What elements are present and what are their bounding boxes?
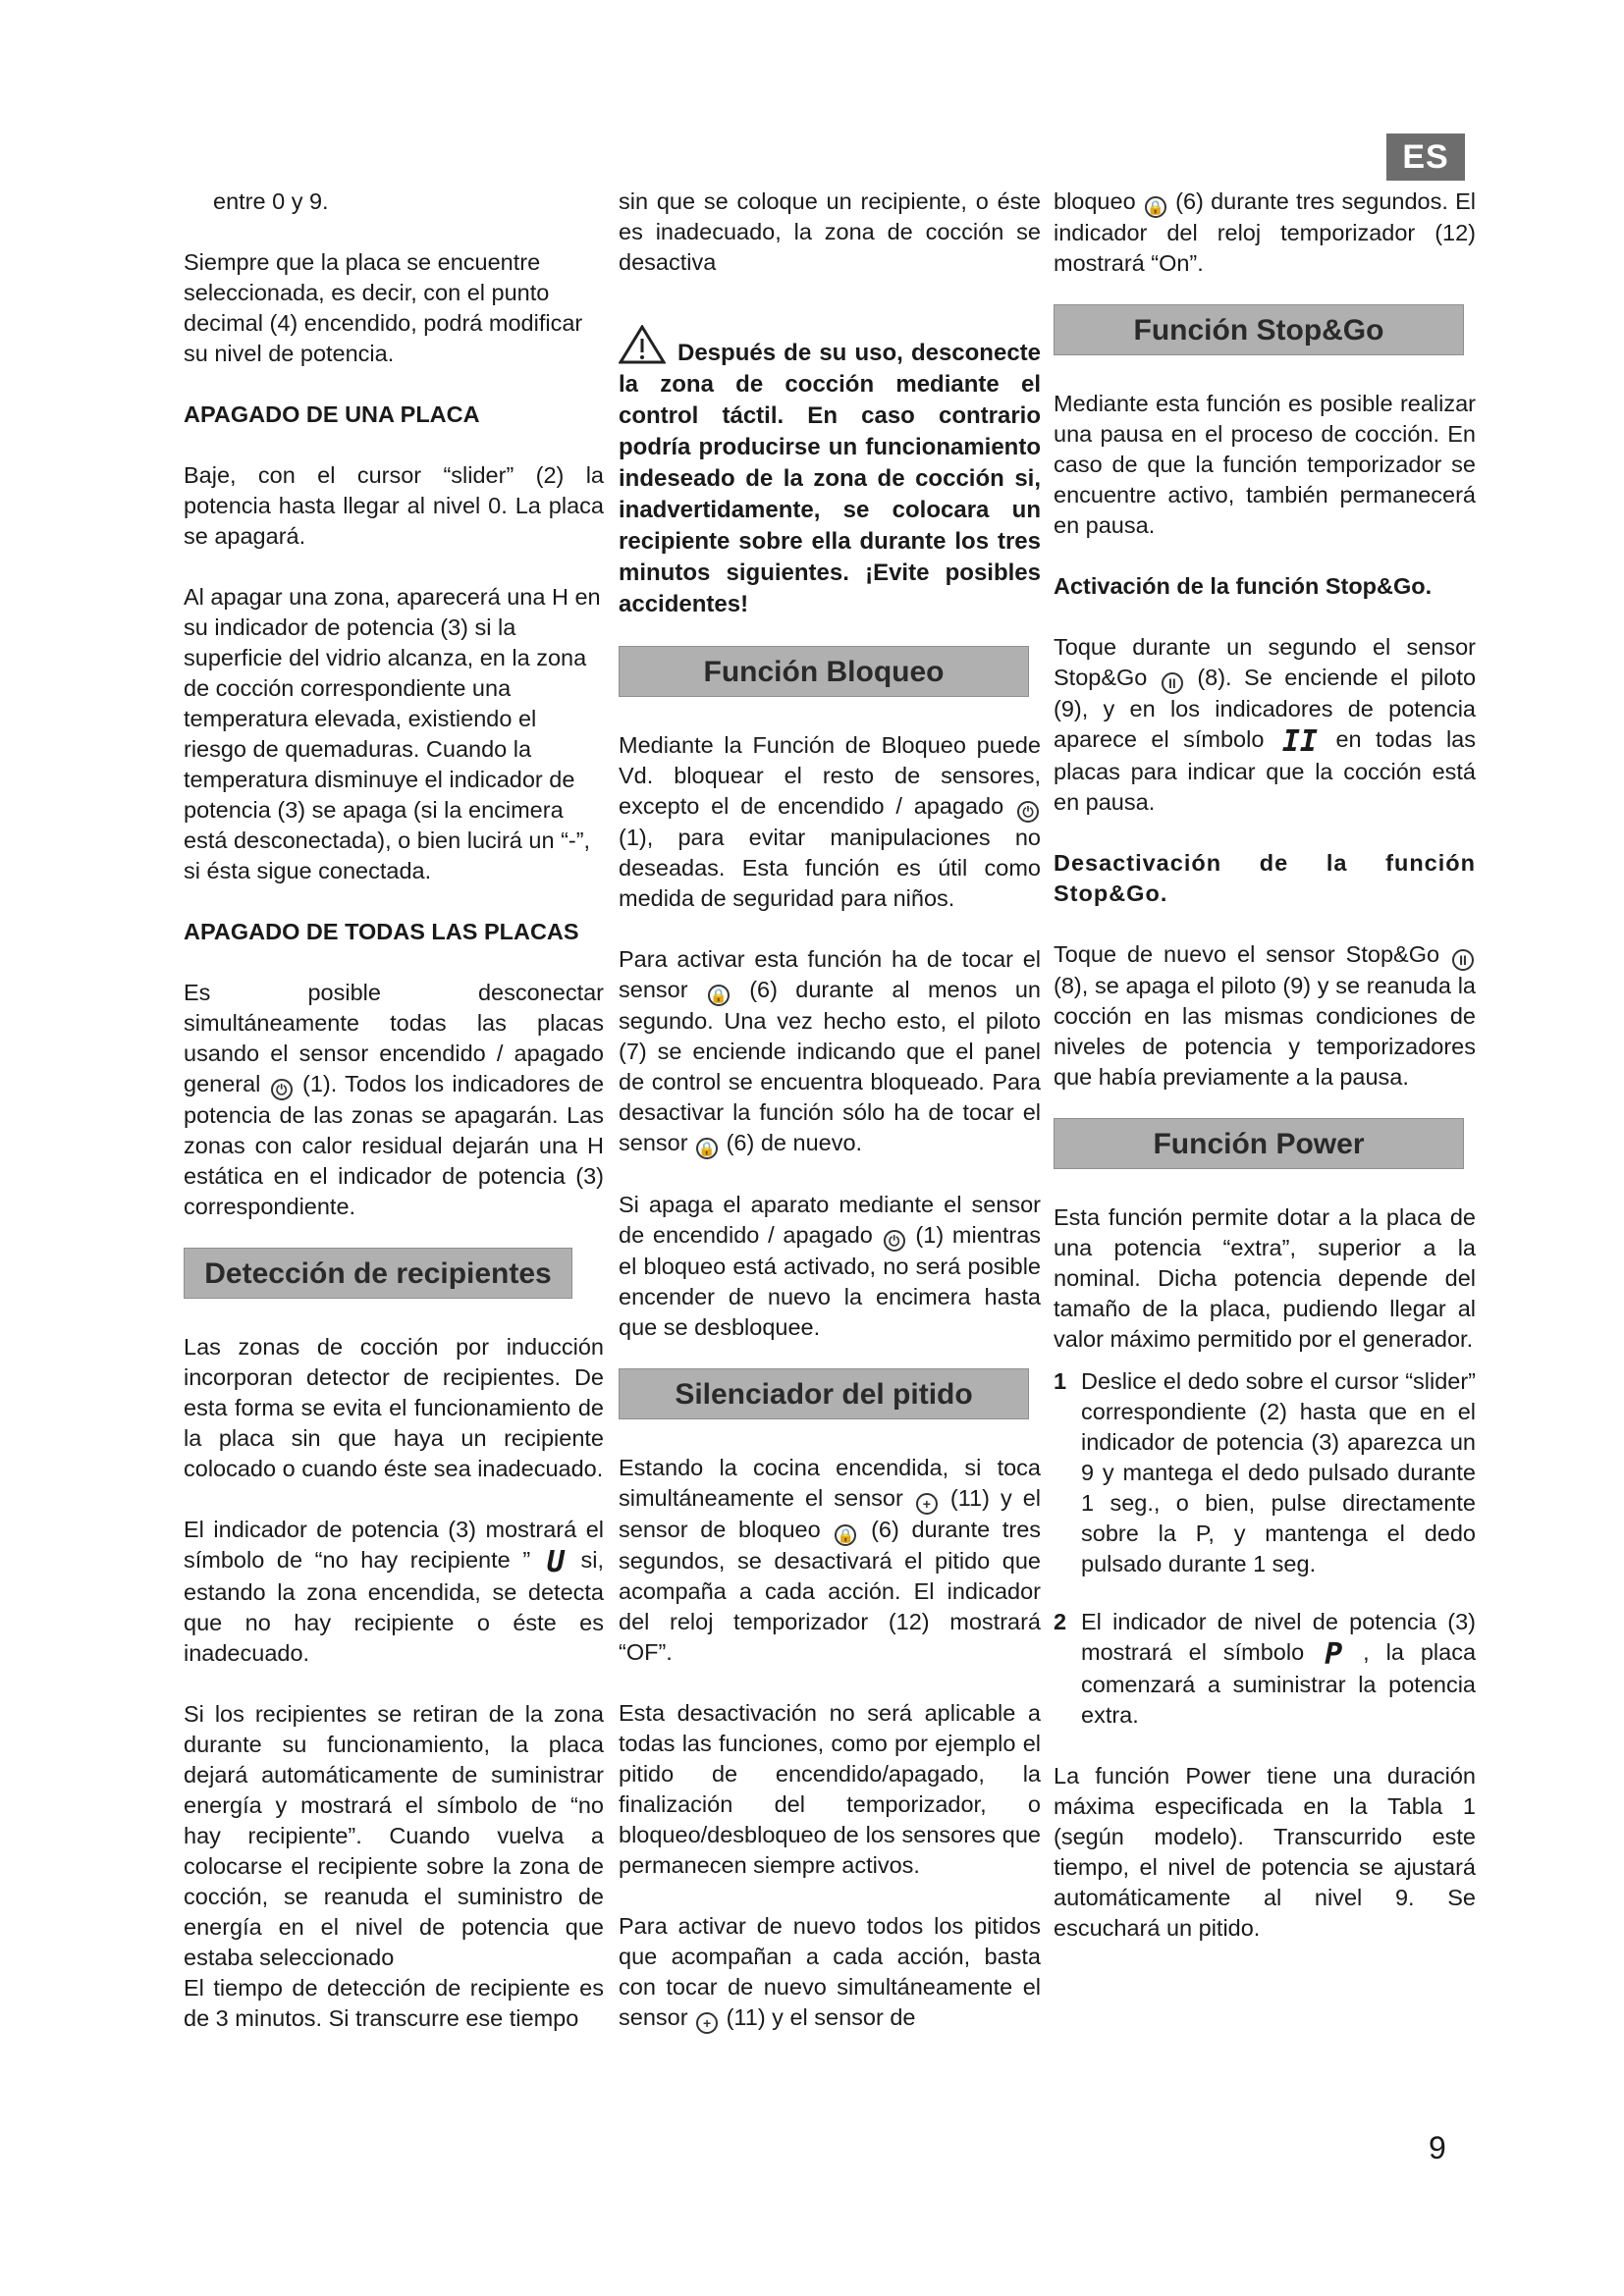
warning-paragraph [619,325,1041,620]
plus-icon: + [916,1493,938,1515]
section-band: Función Power [1054,1118,1464,1169]
paragraph: sin que se coloque un recipiente, o éste es inadecuado, la zona de cocción se desactiva [619,188,1041,275]
text: si, estando la zona encendida, se detecta que no hay recipiente o éste es inadecuado. [184,1547,605,1666]
column-1 [184,187,604,2034]
text: Estando la cocina encendida, si toca simultáneamente el sensor [619,1455,1041,1511]
text: Después de su uso, desconecte la zona de cocción mediante el control táctil. En caso contrario podría producirse un funcionamiento indeseado de la zona de cocción si, inadvertidamente, se colocara un recipiente sobre ella durante los tres minutos siguientes. ¡Evite posibles accidentes! [619,340,1041,617]
list-item [1054,1366,1476,1579]
paragraph: El tiempo de detección de recipiente es de 3 minutos. Si transcurre ese tiempo [184,1975,604,2031]
section-heading: Desactivación de la función Stop&Go. [1054,850,1476,906]
list-number: 1 [1054,1368,1067,1394]
text: Para desactivar la función sólo ha de tocar el sensor [619,1069,1041,1155]
paragraph [619,730,1041,914]
paragraph [619,944,1041,1159]
paragraph [1054,939,1476,1093]
lock-icon: 🔒 [708,985,730,1006]
paragraph: Baje, con el cursor “slider” (2) la potencia hasta llegar al nivel 0. La placa se apagará. [184,462,604,549]
text: Toque durante un segundo el sensor Stop&Go [1054,634,1476,690]
paragraph: La función Power tiene una duración máxima especificada en la Tabla 1 (según modelo). Transcurrido este tiempo, el nivel de potencia se ajustará automáticamente al nivel 9. Se escuchará un pitido. [1054,1763,1476,1941]
text: Es posible desconectar simultáneamente todas las placas usando el sensor encendido / apagado general [184,980,604,1096]
text: El indicador de nivel de potencia (3) mostrará el símbolo [1081,1609,1476,1665]
section-heading: APAGADO DE TODAS LAS PLACAS [184,919,579,944]
pause-icon: II [1452,949,1474,971]
paragraph: Si los recipientes se retiran de la zona durante su funcionamiento, la placa dejará automáticamente de suministrar energía y mostrará el símbolo de “no hay recipiente”. Cuando vuelva a colocarse el recipiente sobre la zona de cocción, se reanuda el suministro de energía en el nivel de potencia que estaba seleccionado [184,1701,604,1970]
list-item [1054,1607,1476,1731]
paragraph: Esta desactivación no será aplicable a todas las funciones, como por ejemplo el pitido de encendido/apagado, la finalización del temporizador, o bloqueo/desbloqueo de los sensores que permanecen siempre activos. [619,1700,1041,1878]
list-text [1081,1607,1476,1731]
paragraph [619,1453,1041,1668]
section-heading: Activación de la función Stop&Go. [1054,573,1433,599]
power-icon: ⏻ [1017,801,1039,823]
text: (6) durante al menos un segundo. Una vez hecho esto, el piloto (7) se enciende indicando que el panel de control se encuentra bloqueado. [619,977,1041,1095]
paragraph [1054,187,1476,279]
lock-icon: 🔒 [1145,196,1166,218]
paragraph: entre 0 y 9. [213,188,329,214]
pause-symbol: II [1281,724,1318,759]
text: Para activar esta función ha de tocar el sensor [619,946,1041,1002]
power-symbol: P [1325,1637,1343,1672]
no-pan-symbol: U [546,1545,565,1579]
text: (8). Se enciende el piloto (9), y en los indicadores de potencia aparece el símbolo [1054,665,1477,752]
section-band: Detección de recipientes [184,1248,572,1299]
paragraph: Mediante esta función es posible realizar una pausa en el proceso de cocción. En caso de que la función temporizador se encuentre activo, también permanecerá en pausa. [1054,391,1476,538]
lock-icon: 🔒 [696,1138,718,1159]
paragraph [184,1515,604,1669]
power-icon: ⏻ [884,1230,905,1252]
text: en todas las placas para indicar que la cocción está en pausa. [1054,726,1477,815]
paragraph [619,1190,1041,1343]
language-badge: ES [1386,133,1465,181]
text: (1) mientras el bloqueo está activado, no será posible encender de nuevo la encimera hasta que se desbloquee. [619,1222,1042,1340]
page-number: 9 [1429,2130,1446,2165]
paragraph [184,978,604,1222]
list-number: 2 [1054,1609,1067,1634]
list-text: Deslice el dedo sobre el cursor “slider” correspondiente (2) hasta que en el indicador de potencia (3) aparezca un 9 y mantega el dedo pulsado durante 1 seg., o bien, pulse directamente sobre la P, y mantenga el dedo pulsado durante 1 seg. [1081,1368,1476,1576]
power-icon: ⏻ [271,1079,293,1100]
pause-icon: II [1162,672,1183,694]
column-3 [1054,187,1476,1944]
paragraph: Esta función permite dotar a la placa de una potencia “extra”, superior a la nominal. Dicha potencia depende del tamaño de la placa, pudiendo llegar al valor máximo permitido por el generador. [1054,1204,1476,1352]
text: Toque de nuevo el sensor Stop&Go [1054,941,1440,967]
text: Para activar de nuevo todos los pitidos que acompañan a cada acción, basta con tocar de nuevo simultáneamente el sensor [619,1913,1041,2030]
section-band: Silenciador del pitido [619,1368,1029,1419]
text: (11) y el sensor de bloqueo [619,1485,1042,1542]
paragraph [619,1911,1041,2034]
text: Si apaga el aparato mediante el sensor de encendido / apagado [619,1192,1041,1248]
text: (6) durante tres segundos. El indicador del reloj temporizador (12) mostrará “On”. [1054,188,1477,276]
text: (1), para evitar manipulaciones no deseadas. Esta función es útil como medida de seguridad para niños. [619,825,1041,911]
text: (6) de nuevo. [726,1130,863,1155]
text: (1). Todos los indicadores de potencia de las zonas se apagarán. Las zonas con calor residual dejarán una H estática en el indicador de potencia (3) correspondiente. [184,1071,605,1219]
paragraph: Al apagar una zona, aparecerá una H en su indicador de potencia (3) si la superficie del vidrio alcanza, en la zona de cocción correspondiente una temperatura elevada, existiendo el riesgo de quemaduras. Cuando la temperatura disminuye el indicador de potencia (3) se apaga (si la encimera está desconectada), o bien lucirá un “-”, si ésta sigue conectada. [184,584,601,883]
lock-icon: 🔒 [835,1524,856,1546]
text: (11) y el sensor de [726,2004,916,2030]
paragraph: Las zonas de cocción por inducción incorporan detector de recipientes. De esta forma se evita el funcionamiento de la placa sin que haya un recipiente colocado o cuando éste sea inadecuado. [184,1334,604,1481]
column-2 [619,187,1041,2034]
text: bloqueo [1054,188,1136,214]
plus-icon: + [696,2012,718,2034]
section-band: Función Stop&Go [1054,304,1464,355]
text: Mediante la Función de Bloqueo puede Vd. bloquear el resto de sensores, excepto el de encendido / apagado [619,732,1041,819]
text: (6) durante tres segundos, se desactivará el pitido que acompaña a cada acción. El indicador del reloj temporizador (12) mostrará “OF”. [619,1517,1042,1665]
text: (8), se apaga el piloto (9) y se reanuda la cocción en las mismas condiciones de niveles de potencia y temporizadores que había previamente a la pausa. [1054,973,1476,1090]
paragraph: Siempre que la placa se encuentre seleccionada, es decir, con el punto decimal (4) encendido, podrá modificar su nivel de potencia. [184,249,583,366]
paragraph [1054,632,1476,818]
text: , la placa comenzará a suministrar la potencia extra. [1081,1639,1477,1728]
section-band: Función Bloqueo [619,646,1029,697]
section-heading: APAGADO DE UNA PLACA [184,401,480,427]
warning-icon [619,325,666,364]
text: El indicador de potencia (3) mostrará el símbolo de “no hay recipiente ” [184,1517,604,1573]
